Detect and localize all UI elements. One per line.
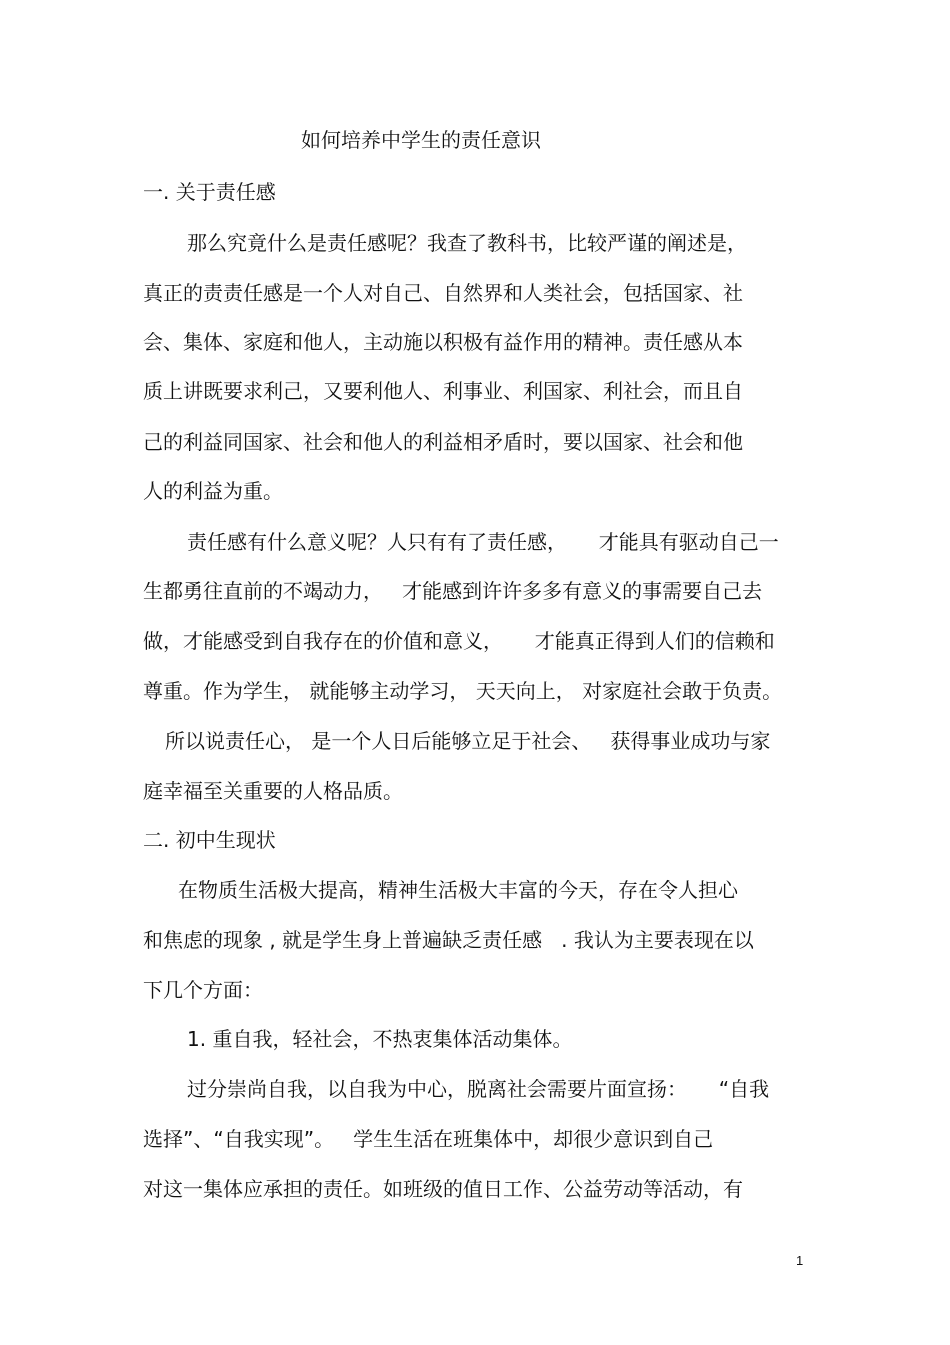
paragraph-line: 己的利益同国家、社会和他人的利益相矛盾时，要以国家、社会和他: [143, 430, 743, 454]
section-heading-1: 一. 关于责任感: [143, 180, 276, 204]
paragraph-line: 那么究竟什么是责任感呢？我查了教科书，比较严谨的阐述是，: [187, 231, 747, 255]
paragraph-line: 选择”、“自我实现”。 学生生活在班集体中，却很少意识到自己: [143, 1127, 714, 1151]
paragraph-line: 下几个方面：: [143, 978, 263, 1002]
paragraph-line: 庭幸福至关重要的人格品质。: [143, 779, 403, 803]
paragraph-line: 生都勇往直前的不竭动力， 才能感到许许多多有意义的事需要自己去: [143, 579, 763, 603]
paragraph-line: 在物质生活极大提高，精神生活极大丰富的今天，存在令人担心: [178, 878, 738, 902]
page-number: 1: [796, 1253, 804, 1268]
section-heading-2: 二. 初中生现状: [143, 828, 276, 852]
paragraph-line: 所以说责任心， 是一个人日后能够立足于社会、 获得事业成功与家: [165, 729, 771, 753]
paragraph-line: 做，才能感受到自我存在的价值和意义， 才能真正得到人们的信赖和: [143, 629, 775, 653]
document-title: 如何培养中学生的责任意识: [301, 128, 541, 152]
paragraph-line: 和焦虑的现象 , 就是学生身上普遍缺乏责任感 . 我认为主要表现在以: [143, 928, 754, 952]
paragraph-line: 对这一集体应承担的责任。如班级的值日工作、公益劳动等活动，有: [143, 1177, 743, 1201]
list-item-heading: 1. 重自我，轻社会，不热衷集体活动集体。: [187, 1027, 573, 1051]
paragraph-line: 质上讲既要求利己，又要利他人、利事业、利国家、利社会，而且自: [143, 379, 743, 403]
paragraph-line: 责任感有什么意义呢？人只有有了责任感， 才能具有驱动自己一: [187, 530, 779, 554]
paragraph-line: 过分崇尚自我，以自我为中心，脱离社会需要片面宣扬： “自我: [187, 1077, 770, 1101]
paragraph-line: 尊重。作为学生， 就能够主动学习， 天天向上， 对家庭社会敢于负责。: [143, 679, 783, 703]
paragraph-line: 人的利益为重。: [143, 479, 283, 503]
paragraph-line: 会、集体、家庭和他人，主动施以积极有益作用的精神。责任感从本: [143, 330, 743, 354]
paragraph-line: 真正的责责任感是一个人对自己、自然界和人类社会，包括国家、社: [143, 281, 743, 305]
